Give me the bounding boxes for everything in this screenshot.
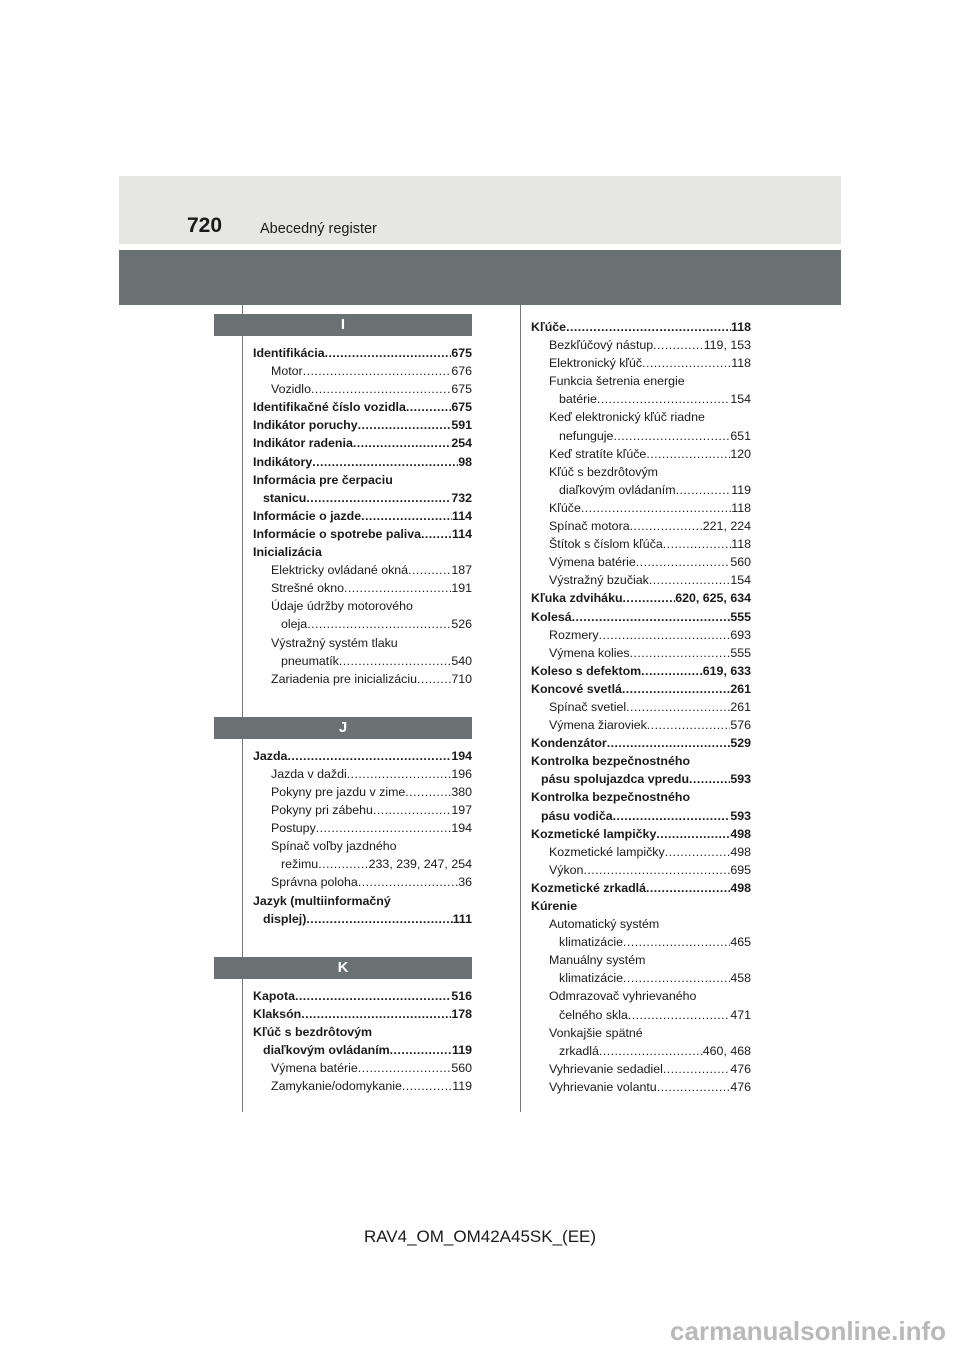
index-entry-page[interactable]: 593	[730, 772, 751, 787]
leader-dots	[623, 933, 730, 951]
index-entry	[531, 807, 751, 825]
index-entry-term: Indikátor radenia	[253, 436, 353, 451]
index-entry-term: Kľúče	[549, 500, 581, 515]
index-entry-term: Informácie o jazde	[253, 508, 362, 523]
leader-dots	[646, 445, 730, 463]
index-entry	[253, 543, 472, 561]
index-entry	[531, 879, 751, 897]
index-entry-term: Výmena kolies	[549, 645, 630, 660]
index-entry-term: Kontrolka bezpečnostného	[531, 790, 691, 805]
index-entry-term: klimatizácie	[559, 971, 624, 986]
index-entry-page[interactable]: 591	[451, 418, 472, 433]
leader-dots	[390, 1041, 452, 1059]
index-entry	[253, 873, 472, 891]
leader-dots	[361, 507, 452, 525]
index-entry-term: Výmena žiaroviek	[549, 718, 647, 733]
index-entry	[253, 1023, 472, 1041]
index-entry	[531, 589, 751, 607]
index-entry	[531, 571, 751, 589]
leader-dots	[344, 579, 451, 597]
index-entry-page[interactable]: 471	[730, 1007, 751, 1022]
index-entry	[531, 517, 751, 535]
leader-dots	[613, 807, 731, 825]
leader-dots	[373, 801, 451, 819]
index-entry-term: Kľúč s bezdrôtovým	[549, 464, 658, 479]
index-entry	[531, 644, 751, 662]
leader-dots	[647, 716, 731, 734]
index-entry-page[interactable]: 460, 468	[702, 1043, 751, 1058]
index-entry-term: Inicializácia	[253, 545, 322, 560]
index-entry	[253, 987, 472, 1005]
header-bar	[119, 250, 841, 305]
leader-dots	[566, 318, 731, 336]
index-entry-page[interactable]: 695	[730, 862, 751, 877]
index-entry	[253, 670, 472, 688]
index-entry-term: nefunguje	[559, 428, 614, 443]
index-entry-term: Správna poloha	[271, 875, 358, 890]
leader-dots	[307, 615, 451, 633]
index-entry-page[interactable]: 36	[458, 875, 472, 890]
index-entry-page[interactable]: 194	[451, 748, 472, 763]
letter-heading: I	[214, 314, 472, 336]
index-entry-term: Klaksón	[253, 1006, 302, 1021]
index-entry	[531, 662, 751, 680]
index-entry-page[interactable]: 555	[730, 645, 751, 660]
index-entry	[531, 354, 751, 372]
index-entry-term: Kontrolka bezpečnostného	[531, 754, 691, 769]
index-entry	[531, 680, 751, 698]
index-entry-page[interactable]: 710	[451, 671, 472, 686]
index-entry-page[interactable]: 233, 239, 247, 254	[368, 857, 472, 872]
index-entry	[531, 861, 751, 879]
index-entry-page[interactable]: 380	[451, 784, 472, 799]
index-entry-term: Pokyny pre jazdu v zime	[271, 784, 406, 799]
index-entry-term: čelného skla	[559, 1007, 628, 1022]
leader-dots	[646, 879, 730, 897]
leader-dots	[626, 698, 730, 716]
index-entry-term: Koleso s defektom	[531, 663, 642, 678]
index-entry-term: Rozmery	[549, 627, 599, 642]
index-entry-term: Vyhrievanie volantu	[549, 1079, 657, 1094]
index-entry	[531, 734, 751, 752]
index-entry-term: Strešné okno	[271, 581, 345, 596]
index-entry-term: stanicu	[263, 490, 307, 505]
index-entry	[531, 535, 751, 553]
index-entry	[253, 398, 472, 416]
index-entry-term: klimatizácie	[559, 935, 624, 950]
leader-dots	[642, 354, 731, 372]
leader-dots	[656, 825, 730, 843]
index-entry-page[interactable]: 187	[451, 563, 472, 578]
index-entry-page[interactable]: 120	[730, 446, 751, 461]
index-entry	[531, 427, 751, 445]
index-entry	[531, 1006, 751, 1024]
header-band	[119, 176, 841, 244]
index-entry-term: Výmena batérie	[271, 1061, 358, 1076]
index-entry	[531, 951, 751, 969]
index-entry-term: Elektricky ovládané okná	[271, 563, 409, 578]
index-entry-term: zrkadlá	[559, 1043, 599, 1058]
leader-dots	[301, 1005, 451, 1023]
index-entry	[531, 1078, 751, 1096]
index-entry-page[interactable]: 221, 224	[702, 519, 751, 534]
index-entry-page[interactable]: 619, 633	[702, 663, 751, 678]
leader-dots	[653, 336, 704, 354]
index-column-left	[242, 305, 472, 1112]
index-entry	[253, 1041, 472, 1059]
leader-dots	[622, 680, 730, 698]
index-entry-term: Údaje údržby motorového	[271, 599, 413, 614]
index-entry	[253, 471, 472, 489]
index-entry-page[interactable]: 261	[730, 681, 751, 696]
index-entry	[531, 897, 751, 915]
index-entry-page[interactable]: 197	[451, 803, 472, 818]
leader-dots	[676, 481, 732, 499]
index-entry-page[interactable]: 555	[730, 609, 751, 624]
index-entry	[531, 390, 751, 408]
index-entry	[253, 783, 472, 801]
leader-dots	[581, 499, 731, 517]
index-entry-page[interactable]: 254	[451, 436, 472, 451]
index-entry-term: Kozmetické zrkadlá	[531, 880, 647, 895]
index-entry-term: Výkon	[549, 862, 584, 877]
index-entry	[253, 362, 472, 380]
index-entry-page[interactable]: 114	[452, 508, 472, 523]
index-entry	[531, 336, 751, 354]
index-entry-page[interactable]: 560	[730, 555, 751, 570]
index-entry-page[interactable]: 191	[451, 581, 472, 596]
index-entry-term: Informácia pre čerpaciu	[253, 472, 393, 487]
index-entry-page[interactable]: 593	[730, 808, 751, 823]
index-entry	[253, 416, 472, 434]
index-entry-term: Identifikačné číslo vozidla	[253, 400, 406, 415]
leader-dots	[408, 561, 451, 579]
leader-dots	[657, 1078, 731, 1096]
index-entry	[531, 915, 751, 933]
index-entry	[531, 463, 751, 481]
index-entry-term: Zamykanie/odomykanie	[271, 1079, 402, 1094]
leader-dots	[599, 1042, 703, 1060]
leader-dots	[402, 1077, 452, 1095]
index-entry-term: Odmrazovač vyhrievaného	[549, 989, 697, 1004]
index-entry	[531, 553, 751, 571]
leader-dots	[649, 571, 730, 589]
index-entry-term: Indikátory	[253, 454, 313, 469]
index-entry	[531, 716, 751, 734]
leader-dots	[623, 589, 676, 607]
leader-dots	[583, 861, 730, 879]
index-entry	[531, 933, 751, 951]
index-entry-term: režimu	[281, 857, 319, 872]
index-entry	[253, 1005, 472, 1023]
index-entry-term: Bezkľúčový nástup	[549, 338, 654, 353]
index-column-right	[520, 305, 751, 1112]
index-entry-page[interactable]: 526	[451, 617, 472, 632]
leader-dots	[318, 855, 368, 873]
index-entry-term: Indikátor poruchy	[253, 418, 358, 433]
index-entry-page[interactable]: 476	[730, 1079, 751, 1094]
index-entry-page[interactable]: 576	[730, 718, 751, 733]
index-entry	[531, 626, 751, 644]
index-entry	[253, 1077, 472, 1095]
index-entry	[253, 380, 472, 398]
leader-dots	[599, 626, 731, 644]
index-entry-term: Spínač svetiel	[549, 699, 627, 714]
index-entries	[253, 344, 472, 688]
index-entry-page[interactable]: 111	[452, 911, 472, 926]
index-entry-page[interactable]: 119	[452, 1079, 472, 1094]
index-entry-page[interactable]: 118	[731, 537, 751, 552]
leader-dots	[572, 608, 731, 626]
index-entry-page[interactable]: 261	[730, 699, 751, 714]
leader-dots	[628, 1006, 730, 1024]
page-number: 720	[187, 214, 223, 237]
section-title: Abecedný register	[260, 221, 377, 237]
index-entries	[253, 987, 472, 1096]
index-entry-page[interactable]: 119	[731, 482, 751, 497]
index-entry	[253, 910, 472, 928]
index-entry-term: Vyhrievanie sedadiel	[549, 1061, 663, 1076]
leader-dots	[630, 644, 731, 662]
index-entry-term: Jazyk (multiinformačný	[253, 893, 391, 908]
index-entry-page[interactable]: 154	[730, 392, 751, 407]
leader-dots	[358, 873, 458, 891]
leader-dots	[623, 969, 730, 987]
index-entry-page[interactable]: 676	[451, 364, 472, 379]
index-entry-page[interactable]: 154	[730, 573, 751, 588]
leader-dots	[347, 765, 452, 783]
index-entry-term: diaľkovým ovládaním	[263, 1043, 390, 1057]
index-entry-term: Zariadenia pre inicializáciu	[271, 671, 418, 686]
index-entry-page[interactable]: 196	[451, 766, 472, 781]
leader-dots	[306, 489, 451, 507]
leader-dots	[295, 987, 451, 1005]
leader-dots	[597, 390, 730, 408]
index-entry-term: Kúrenie	[531, 899, 578, 913]
index-entry-page[interactable]: 560	[451, 1061, 472, 1076]
index-entry-page[interactable]: 675	[451, 382, 472, 397]
index-entry-term: Automatický systém	[549, 917, 660, 932]
index-entry	[253, 615, 472, 633]
index-entry-term: oleja	[281, 617, 308, 632]
index-entry	[531, 1024, 751, 1042]
leader-dots	[312, 453, 458, 471]
index-entries	[253, 747, 472, 928]
index-entry-term: Výmena batérie	[549, 555, 636, 570]
index-entry-term: Spínač voľby jazdného	[271, 839, 397, 854]
leader-dots	[353, 434, 451, 452]
index-entry	[531, 408, 751, 426]
leader-dots	[406, 398, 451, 416]
index-entry-term: Postupy	[271, 821, 316, 836]
index-entry-page[interactable]: 118	[731, 356, 751, 371]
leader-dots	[663, 535, 731, 553]
index-entry-term: Identifikácia	[253, 346, 325, 360]
index-entry-term: Keď elektronický kľúč riadne	[549, 410, 705, 425]
index-entry	[253, 652, 472, 670]
letter-heading: J	[214, 717, 472, 739]
index-entry	[253, 344, 472, 362]
index-entry-page[interactable]: 693	[730, 627, 751, 642]
index-entry-term: Spínač motora	[549, 519, 630, 534]
index-entry-term: Kľúč s bezdrôtovým	[253, 1024, 373, 1039]
index-entry-term: Výstražný systém tlaku	[271, 635, 398, 650]
leader-dots	[663, 1060, 730, 1078]
index-entry-term: pásu vodiča	[541, 808, 613, 823]
index-entry-page[interactable]: 119, 153	[703, 338, 751, 353]
index-entry	[531, 825, 751, 843]
index-entry-term: Kondenzátor	[531, 736, 607, 751]
index-entry	[531, 788, 751, 806]
index-entry-term: Manuálny systém	[549, 953, 646, 968]
index-entry	[253, 892, 472, 910]
index-entry	[531, 445, 751, 463]
index-entry	[253, 434, 472, 452]
index-entry-page[interactable]: 98	[458, 454, 472, 469]
leader-dots	[417, 670, 451, 688]
index-entry-page[interactable]: 516	[451, 988, 472, 1003]
index-entry-page[interactable]: 732	[451, 490, 472, 505]
index-entry-term: Kozmetické lampičky	[531, 826, 657, 841]
index-entry-page[interactable]: 498	[730, 826, 751, 841]
leader-dots	[325, 344, 452, 362]
index-entry	[253, 507, 472, 525]
index-entry	[531, 969, 751, 987]
leader-dots	[405, 783, 451, 801]
index-entry	[531, 608, 751, 626]
index-entry-term: pásu spolujazdca vpredu	[541, 772, 690, 787]
index-entry-term: displej)	[263, 911, 307, 926]
index-entry-page[interactable]: 529	[730, 736, 751, 751]
index-entry-term: Koncové svetlá	[531, 681, 622, 696]
leader-dots	[689, 770, 730, 788]
index-entry-term: Štítok s číslom kľúča	[549, 537, 663, 552]
leader-dots	[630, 517, 703, 535]
index-entry-page[interactable]: 118	[731, 320, 751, 334]
leader-dots	[306, 910, 452, 928]
index-entry-term: Funkcia šetrenia energie	[549, 374, 685, 389]
letter-heading: K	[214, 957, 472, 979]
index-entry-term: Vonkajšie spätné	[549, 1025, 643, 1040]
index-entry	[253, 765, 472, 783]
index-entry-page[interactable]: 194	[451, 821, 472, 836]
index-entry	[253, 597, 472, 615]
leader-dots	[613, 427, 730, 445]
index-entry	[531, 843, 751, 861]
index-entry	[531, 1042, 751, 1060]
index-entry-term: Kozmetické lampičky	[549, 844, 665, 859]
leader-dots	[303, 362, 452, 380]
index-entry-page[interactable]: 465	[730, 935, 751, 950]
index-entry	[253, 1059, 472, 1077]
index-entry-term: Výstražný bzučiak	[549, 573, 649, 588]
index-entry	[531, 318, 751, 336]
index-entry-term: Kľúče	[531, 320, 567, 334]
index-entry-term: Keď stratíte kľúče	[549, 446, 647, 461]
index-entry-page[interactable]: 651	[730, 428, 751, 443]
leader-dots	[665, 843, 731, 861]
index-entry-page[interactable]: 118	[731, 500, 751, 515]
index-entry	[531, 987, 751, 1005]
index-entry-term: Jazda	[253, 748, 288, 763]
leader-dots	[358, 416, 452, 434]
index-entries	[531, 318, 751, 1096]
index-entry-term: Vozidlo	[271, 382, 311, 397]
leader-dots	[339, 652, 451, 670]
leader-dots	[421, 525, 452, 543]
index-entry	[531, 499, 751, 517]
index-entry-page[interactable]: 620, 625, 634	[675, 591, 751, 606]
index-entry-page[interactable]: 178	[451, 1006, 472, 1021]
index-entry	[253, 819, 472, 837]
index-entry-page[interactable]: 498	[730, 844, 751, 859]
leader-dots	[641, 662, 703, 680]
index-entry-page[interactable]: 114	[452, 526, 472, 541]
index-entry	[531, 481, 751, 499]
index-entry-page[interactable]: 476	[730, 1061, 751, 1076]
index-entry-term: diaľkovým ovládaním	[559, 482, 676, 497]
index-entry	[253, 489, 472, 507]
index-entry-term: Kľuka zdviháku	[531, 591, 623, 606]
leader-dots	[607, 734, 731, 752]
index-entry-page[interactable]: 458	[730, 971, 751, 986]
index-entry	[253, 561, 472, 579]
index-entry	[253, 801, 472, 819]
index-entry-term: batérie	[559, 392, 597, 407]
index-entry	[253, 453, 472, 471]
index-entry-term: Kolesá	[531, 609, 572, 624]
index-entry	[531, 770, 751, 788]
index-entry	[253, 579, 472, 597]
index-entry-page[interactable]: 675	[451, 346, 472, 360]
index-entry-term: Kapota	[253, 988, 295, 1003]
index-entry-term: Informácie o spotrebe paliva	[253, 526, 422, 541]
index-entry-page[interactable]: 675	[451, 400, 472, 415]
index-entry-term: pneumatík	[281, 653, 339, 668]
index-entry-term: Pokyny pri zábehu	[271, 803, 373, 818]
index-entry-term: Motor	[271, 364, 303, 379]
index-entry	[531, 372, 751, 390]
index-entry	[253, 747, 472, 765]
leader-dots	[287, 747, 451, 765]
index-entry	[253, 634, 472, 652]
index-entry	[531, 752, 751, 770]
index-entry	[531, 1060, 751, 1078]
index-entry	[531, 698, 751, 716]
watermark: carmanualsonline.info	[670, 1316, 946, 1346]
index-entry-page[interactable]: 498	[730, 880, 751, 895]
document-code: RAV4_OM_OM42A45SK_(EE)	[363, 1227, 597, 1246]
index-entry	[253, 525, 472, 543]
leader-dots	[358, 1059, 452, 1077]
index-entry-term: Jazda v daždi	[271, 766, 347, 781]
index-entry-term: Elektronický kľúč	[549, 356, 643, 371]
index-entry-page[interactable]: 119	[452, 1043, 472, 1057]
leader-dots	[311, 380, 451, 398]
index-entry	[253, 837, 472, 855]
index-entry-page[interactable]: 540	[451, 653, 472, 668]
index-entry	[253, 855, 472, 873]
leader-dots	[636, 553, 731, 571]
leader-dots	[316, 819, 452, 837]
